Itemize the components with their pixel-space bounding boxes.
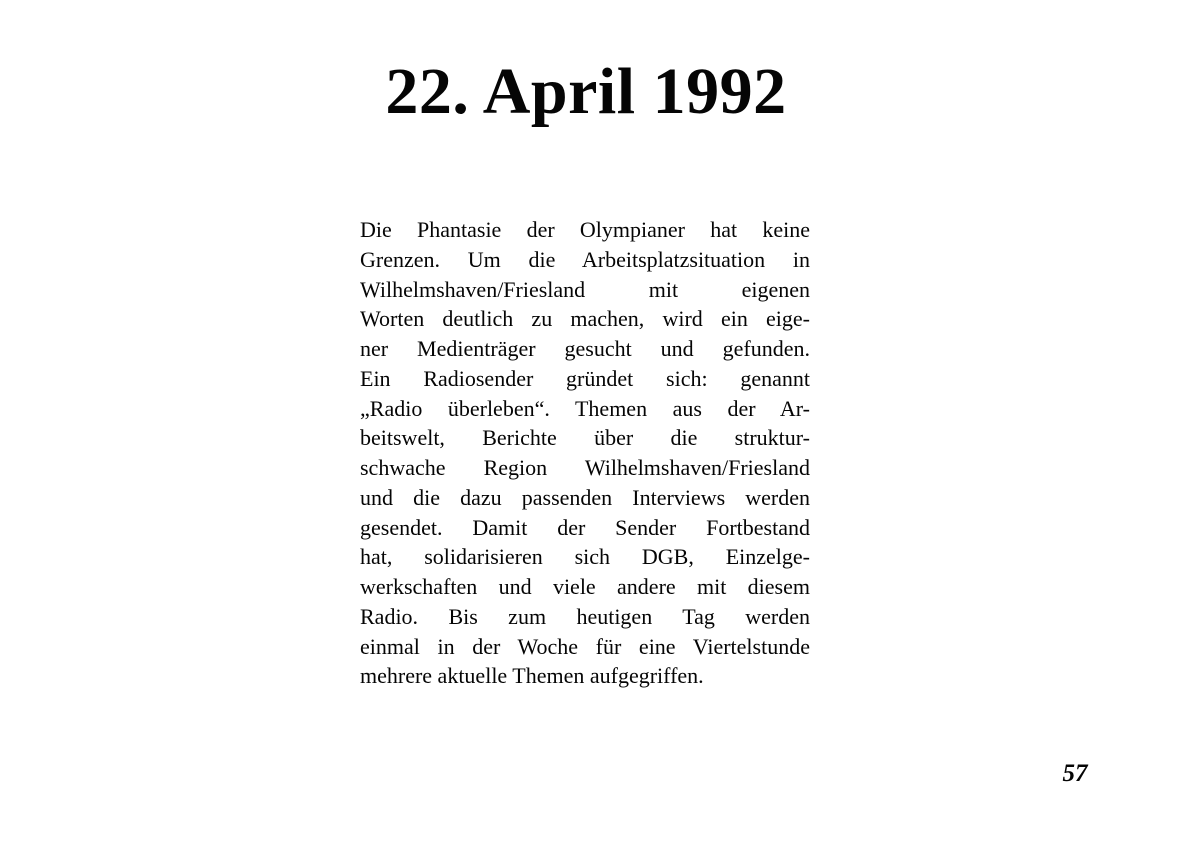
text-line: werkschaften und viele andere mit diesem [360,574,810,599]
page-title: 22. April 1992 [385,55,787,128]
text-line: schwache Region Wilhelmshaven/Friesland [360,455,810,480]
body-paragraph [360,215,810,691]
text-line: Radio. Bis zum heutigen Tag werden [360,603,810,629]
text-line: ner Medienträger gesucht und gefunden. [360,336,810,361]
text-line: Grenzen. Um die Arbeitsplatzsituation in [360,246,810,272]
text-line: hat, solidarisieren sich DGB, Einzelge- [360,544,810,570]
text-line: einmal in der Woche für eine Viertelstunde [360,633,810,659]
text-line: Die Phantasie der Olympianer hat keine [360,217,810,242]
text-line: Worten deutlich zu machen, wird ein eige- [360,306,810,332]
text-line: „Radio überleben“. Themen aus der Ar- [360,395,810,421]
text-line: gesendet. Damit der Sender Fortbestand [360,514,810,540]
text-line: Wilhelmshaven/Friesland mit eigenen [360,276,810,302]
text-line: und die dazu passenden Interviews werden [360,484,810,510]
text-line: beitswelt, Berichte über die struktur- [360,425,810,451]
page-number: 57 [1062,760,1088,787]
text-line: Ein Radiosender gründet sich: genannt [360,365,810,391]
text-line: mehrere aktuelle Themen aufgegriffen. [360,663,704,689]
